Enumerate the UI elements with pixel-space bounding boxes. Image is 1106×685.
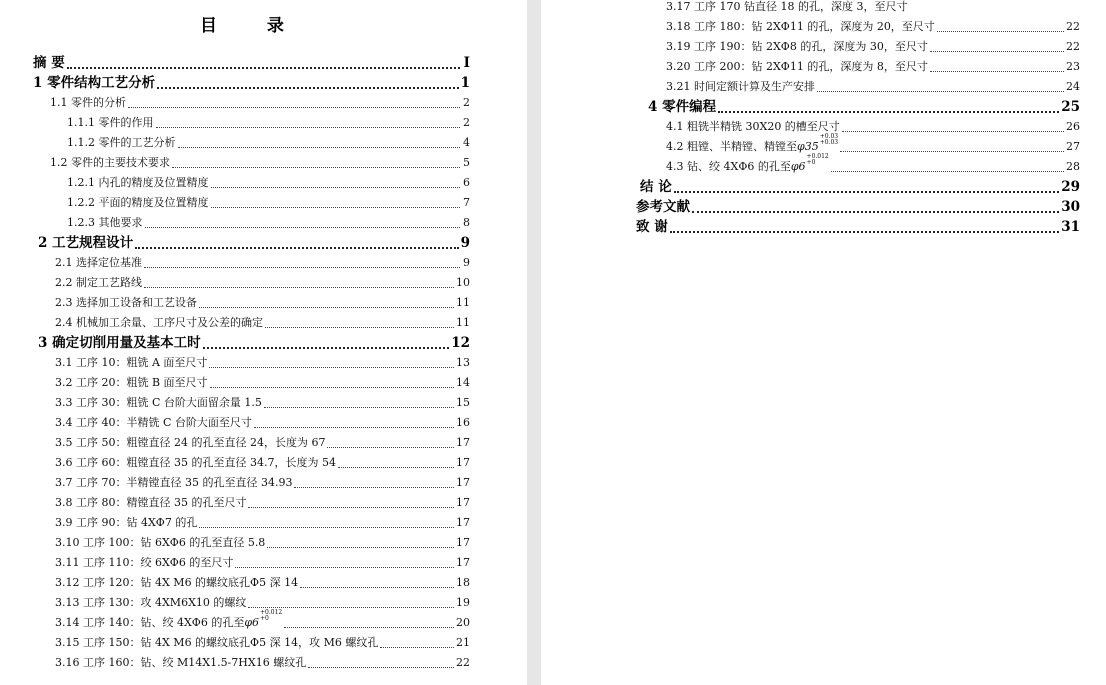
leader-dots	[338, 467, 454, 468]
toc-entry-page: 13	[456, 356, 470, 369]
toc-entry-page: 8	[463, 216, 470, 229]
toc-entry-3-2[interactable]	[55, 375, 470, 391]
toc-entry-label: 3.6 工序 60：粗镗直径 35 的孔至直径 34.7，长度为 54	[55, 456, 336, 469]
leader-dots	[265, 327, 454, 328]
tolerance-values: +0.03 +0.03	[819, 133, 839, 146]
toc-entry-3-7[interactable]	[55, 475, 470, 491]
toc-entry-label: 结 论	[640, 179, 672, 195]
toc-entry-label: 4 零件编程	[648, 99, 717, 115]
toc-title: 目 录	[200, 16, 306, 36]
leader-dots	[718, 111, 1059, 113]
toc-page-left	[0, 0, 527, 685]
toc-entry-page: 2	[463, 116, 470, 129]
toc-entry-label: 摘 要	[33, 55, 65, 71]
leader-dots	[203, 347, 450, 349]
toc-entry-label: 3.5 工序 50：粗镗直径 24 的孔至直径 24，长度为 67	[55, 436, 326, 449]
toc-entry-page: I	[463, 55, 470, 71]
toc-entry-page: 9	[463, 256, 470, 269]
toc-entry-page: 30	[1061, 199, 1080, 215]
leader-dots	[674, 191, 1060, 193]
leader-dots	[144, 267, 460, 268]
toc-entry-3-20[interactable]	[666, 59, 1080, 75]
toc-entry-page: 22	[1066, 20, 1080, 33]
toc-entry-page: 24	[1066, 80, 1080, 93]
tolerance-values: +0.012 +0	[806, 153, 829, 166]
toc-entry-page: 5	[463, 156, 470, 169]
toc-entry-page: 18	[456, 576, 470, 589]
toc-entry-label: 2.3 选择加工设备和工艺设备	[55, 296, 197, 309]
leader-dots	[248, 607, 454, 608]
toc-entry-3-12[interactable]	[55, 575, 470, 591]
toc-entry-label: 3.9 工序 90：钻 4XΦ7 的孔	[55, 516, 198, 529]
toc-entry-label: 3.8 工序 80：精镗直径 35 的孔至尺寸	[55, 496, 247, 509]
leader-dots	[267, 547, 454, 548]
toc-entry-label: 4.1 粗铣半精铣 30X20 的槽至尺寸	[666, 120, 840, 133]
toc-entry-page: 2	[463, 96, 470, 109]
leader-dots	[235, 567, 454, 568]
toc-entry-page: 6	[463, 176, 470, 189]
toc-entry-3-15[interactable]	[55, 635, 470, 651]
toc-entry-page: 11	[456, 316, 470, 329]
toc-entry-label: 3.18 工序 180：钻 2XΦ11 的孔，深度为 20，至尺寸	[666, 20, 935, 33]
toc-entry-1-2-3[interactable]	[67, 215, 470, 231]
tolerance-formula: φ6	[244, 616, 260, 629]
leader-dots	[670, 231, 1060, 233]
toc-entry-label: 2 工艺规程设计	[38, 235, 134, 251]
toc-entry-conclusion[interactable]	[640, 178, 1080, 196]
toc-entry-page: 17	[456, 456, 470, 469]
leader-dots	[178, 147, 461, 148]
toc-entry-2-2[interactable]	[55, 275, 470, 291]
page-gutter	[527, 0, 541, 685]
toc-entry-page: 22	[456, 656, 470, 669]
leader-dots	[254, 427, 454, 428]
toc-entry-chapter-1[interactable]	[33, 74, 470, 92]
toc-entry-label: 1.2.1 内孔的精度及位置精度	[67, 176, 209, 189]
toc-entry-page: 31	[1061, 219, 1080, 235]
tolerance-formula: φ35	[797, 140, 819, 153]
toc-entry-3-3[interactable]	[55, 395, 470, 411]
leader-dots	[937, 31, 1064, 32]
toc-entry-3-19[interactable]	[666, 39, 1080, 55]
toc-entry-4-1[interactable]	[666, 119, 1080, 135]
toc-entry-3-11[interactable]	[55, 555, 470, 571]
leader-dots	[211, 187, 461, 188]
toc-entry-page: 23	[1066, 60, 1080, 73]
toc-entry-label: 3.21 时间定额计算及生产安排	[666, 80, 815, 93]
leader-dots	[264, 407, 454, 408]
leader-dots	[817, 91, 1064, 92]
toc-entry-label: 1.2.3 其他要求	[67, 216, 143, 229]
toc-entry-label: 4.3 钻、绞 4XΦ6 的孔至φ6 +0.012 +0	[666, 153, 829, 173]
toc-entry-1-2-1[interactable]	[67, 175, 470, 191]
toc-entry-label: 3.15 工序 150：钻 4X M6 的螺纹底孔Φ5 深 14，攻 M6 螺纹孔	[55, 636, 379, 649]
toc-page-right	[541, 0, 1106, 685]
toc-entry-1-1-2[interactable]	[67, 135, 470, 151]
leader-dots	[157, 87, 459, 89]
toc-entry-3-9[interactable]	[55, 515, 470, 531]
leader-dots	[211, 207, 461, 208]
tolerance-values: +0.012 +0	[260, 609, 283, 622]
toc-entry-label: 3.14 工序 140：钻、绞 4XΦ6 的孔至φ6 +0.012 +0	[55, 609, 283, 629]
toc-entry-page: 17	[456, 536, 470, 549]
leader-dots	[308, 667, 454, 668]
leader-dots	[294, 487, 454, 488]
leader-dots	[692, 211, 1059, 213]
toc-entry-3-16[interactable]	[55, 655, 470, 671]
leader-dots	[128, 107, 460, 108]
toc-entry-label: 3.20 工序 200：钻 2XΦ11 的孔，深度为 8，至尺寸	[666, 60, 928, 73]
toc-entry-page: 7	[463, 196, 470, 209]
leader-dots	[156, 127, 461, 128]
leader-dots	[380, 647, 454, 648]
toc-entry-page: 22	[1066, 40, 1080, 53]
toc-entry-label: 3.17 工序 170 钻直径 18 的孔，深度 3，至尺寸	[666, 0, 908, 13]
toc-entry-page: 10	[456, 276, 470, 289]
toc-entry-page: 17	[456, 476, 470, 489]
toc-entry-page: 27	[1066, 140, 1080, 153]
toc-entry-page: 28	[1066, 160, 1080, 173]
toc-entry-label: 2.1 选择定位基准	[55, 256, 142, 269]
toc-entry-page: 12	[451, 335, 470, 351]
toc-entry-acknowledgements[interactable]	[636, 218, 1080, 236]
toc-entry-page: 16	[456, 416, 470, 429]
toc-entry-page: 11	[456, 296, 470, 309]
toc-entry-label: 1.1.2 零件的工艺分析	[67, 136, 176, 149]
toc-entry-page: 25	[1061, 99, 1080, 115]
toc-entry-label: 3.11 工序 110：绞 6XΦ6 的至尺寸	[55, 556, 234, 569]
leader-dots	[248, 507, 454, 508]
toc-entry-page: 17	[456, 516, 470, 529]
toc-entry-abstract[interactable]	[33, 54, 470, 72]
leader-dots	[840, 151, 1064, 152]
toc-entry-label: 3.12 工序 120：钻 4X M6 的螺纹底孔Φ5 深 14	[55, 576, 299, 589]
leader-dots	[327, 447, 454, 448]
toc-entry-label: 参考文献	[636, 199, 690, 215]
toc-entry-label: 3.16 工序 160：钻、绞 M14X1.5-7HX16 螺纹孔	[55, 656, 307, 669]
toc-entry-3-14[interactable]	[55, 609, 470, 631]
toc-entry-page: 19	[456, 596, 470, 609]
toc-entry-label: 3.4 工序 40：半精铣 C 台阶大面至尺寸	[55, 416, 252, 429]
toc-entry-2-4[interactable]	[55, 315, 470, 331]
toc-entry-label: 1.1 零件的分析	[50, 96, 126, 109]
toc-entry-label: 1 零件结构工艺分析	[33, 75, 156, 91]
toc-entry-page: 1	[460, 75, 470, 91]
toc-entry-page: 20	[456, 616, 470, 629]
toc-entry-chapter-2[interactable]	[38, 234, 470, 252]
toc-entry-label: 3.10 工序 100：钻 6XΦ6 的孔至直径 5.8	[55, 536, 266, 549]
toc-entry-label: 3.3 工序 30：粗铣 C 台阶大面留余量 1.5	[55, 396, 262, 409]
toc-entry-1-2-2[interactable]	[67, 195, 470, 211]
toc-entry-3-5[interactable]	[55, 435, 470, 451]
leader-dots	[209, 367, 454, 368]
toc-entry-2-3[interactable]	[55, 295, 470, 311]
leader-dots	[284, 627, 454, 628]
toc-entry-label: 1.2.2 平面的精度及位置精度	[67, 196, 209, 209]
toc-entry-page: 21	[456, 636, 470, 649]
toc-entry-1-1[interactable]	[50, 95, 470, 111]
leader-dots	[930, 51, 1064, 52]
toc-entry-label: 3.2 工序 20：粗铣 B 面至尺寸	[55, 376, 208, 389]
toc-entry-label: 2.4 机械加工余量、工序尺寸及公差的确定	[55, 316, 263, 329]
toc-entry-3-6[interactable]	[55, 455, 470, 471]
leader-dots	[145, 227, 461, 228]
toc-entry-references[interactable]	[636, 198, 1080, 216]
leader-dots	[930, 71, 1064, 72]
leader-dots	[67, 67, 460, 69]
leader-dots	[831, 171, 1064, 172]
toc-entry-3-18[interactable]	[666, 19, 1080, 35]
toc-entry-label: 3 确定切削用量及基本工时	[38, 335, 201, 351]
toc-entry-label: 2.2 制定工艺路线	[55, 276, 142, 289]
toc-entry-page: 17	[456, 436, 470, 449]
leader-dots	[135, 247, 459, 249]
toc-entry-3-1[interactable]	[55, 355, 470, 371]
leader-dots	[144, 287, 454, 288]
toc-entry-page: 26	[1066, 120, 1080, 133]
toc-entry-label: 1.2 零件的主要技术要求	[50, 156, 170, 169]
tolerance-formula: φ6	[790, 160, 806, 173]
toc-entry-1-2[interactable]	[50, 155, 470, 171]
toc-entry-label: 1.1.1 零件的作用	[67, 116, 154, 129]
toc-entry-3-10[interactable]	[55, 535, 470, 551]
toc-entry-4-2[interactable]	[666, 133, 1080, 155]
toc-entry-2-1[interactable]	[55, 255, 470, 271]
toc-entry-page: 15	[456, 396, 470, 409]
toc-entry-1-1-1[interactable]	[67, 115, 470, 131]
toc-entry-page: 14	[456, 376, 470, 389]
toc-entry-label: 4.2 粗镗、半精镗、精镗至φ35 +0.03 +0.03	[666, 133, 839, 153]
toc-entry-label: 致 谢	[636, 219, 668, 235]
leader-dots	[842, 131, 1064, 132]
toc-entry-4-3[interactable]	[666, 153, 1080, 175]
toc-entry-label: 3.13 工序 130：攻 4XM6X10 的螺纹	[55, 596, 247, 609]
toc-entry-chapter-4[interactable]	[648, 98, 1080, 116]
leader-dots	[172, 167, 460, 168]
toc-entry-chapter-3[interactable]	[38, 334, 470, 352]
toc-entry-3-17[interactable]	[666, 0, 1080, 15]
toc-entry-page: 17	[456, 556, 470, 569]
leader-dots	[210, 387, 454, 388]
toc-entry-label: 3.7 工序 70：半精镗直径 35 的孔至直径 34.93	[55, 476, 293, 489]
leader-dots	[199, 527, 454, 528]
toc-entry-page: 17	[456, 496, 470, 509]
toc-entry-3-8[interactable]	[55, 495, 470, 511]
toc-entry-page: 29	[1061, 179, 1080, 195]
leader-dots	[300, 587, 454, 588]
toc-entry-label: 3.1 工序 10：粗铣 A 面至尺寸	[55, 356, 208, 369]
toc-entry-3-4[interactable]	[55, 415, 470, 431]
toc-entry-page: 9	[460, 235, 470, 251]
leader-dots	[199, 307, 454, 308]
toc-entry-3-21[interactable]	[666, 79, 1080, 95]
toc-entry-label: 3.19 工序 190：钻 2XΦ8 的孔，深度为 30，至尺寸	[666, 40, 928, 53]
toc-entry-page: 4	[463, 136, 470, 149]
